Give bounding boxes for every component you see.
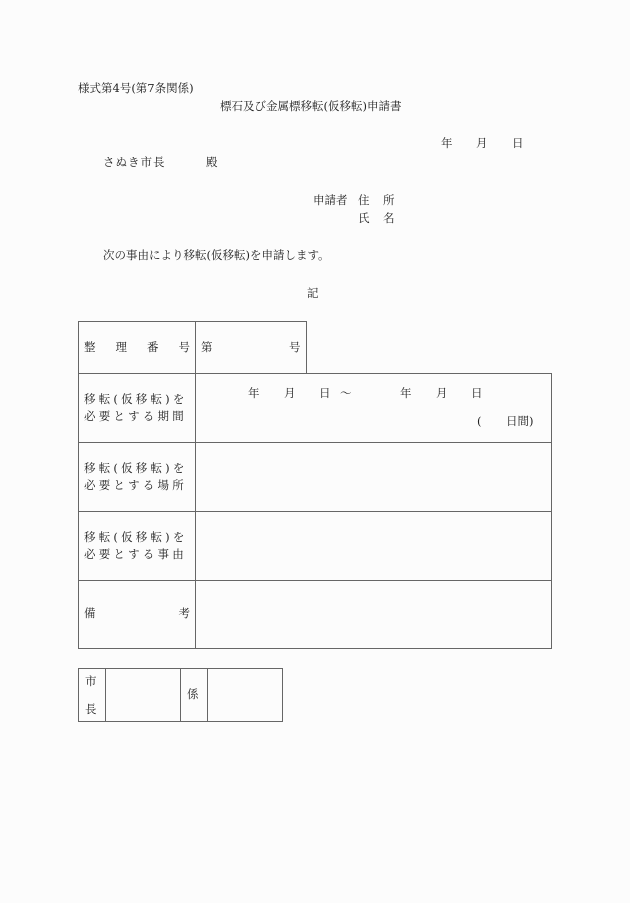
period-tilde: ～ (340, 386, 352, 400)
table-border (78, 321, 79, 649)
mayor-stamp-field[interactable] (106, 669, 180, 721)
table-border (78, 373, 552, 374)
location-field[interactable] (196, 443, 551, 511)
addressee-honorific: 殿 (206, 155, 218, 169)
date-year: 年 (441, 136, 453, 150)
page-title: 標石及び金属標移転(仮移転)申請書 (220, 99, 402, 113)
ref-number-label: 整 理 番 号 (84, 340, 190, 354)
period-from-month: 月 (284, 386, 296, 400)
date-month: 月 (476, 136, 488, 150)
period-days-open: ( (477, 414, 482, 428)
stamp-border (282, 668, 283, 722)
reason-field[interactable] (196, 512, 551, 580)
staff-stamp-field[interactable] (208, 669, 282, 721)
addressee-name: さぬき市長 (103, 155, 166, 169)
applicant-label: 申請者 (313, 193, 348, 207)
date-day: 日 (512, 136, 524, 150)
address-label-2: 所 (383, 193, 395, 207)
staff-label: 係 (187, 687, 199, 701)
table-border (306, 321, 307, 373)
period-label: 移転(仮移転)を 必要とする期間 (84, 392, 188, 423)
period-days-close: 日間) (506, 414, 534, 428)
mayor-label-2: 長 (85, 702, 97, 716)
body-text: 次の事由により移転(仮移転)を申請します。 (103, 248, 330, 262)
ki-label: 記 (307, 286, 319, 300)
table-border (78, 321, 307, 322)
address-label-1: 住 (358, 193, 370, 207)
ref-number-suffix: 号 (289, 340, 301, 354)
period-to-month: 月 (436, 386, 448, 400)
table-border (551, 373, 552, 649)
name-label-1: 氏 (358, 211, 370, 225)
table-border (78, 648, 552, 649)
remarks-field[interactable] (196, 581, 551, 648)
period-from-day: 日 (319, 386, 331, 400)
ref-number-prefix: 第 (201, 340, 213, 354)
period-from-year: 年 (248, 386, 260, 400)
period-to-day: 日 (471, 386, 483, 400)
stamp-border (78, 668, 79, 722)
remarks-label: 備 考 (84, 606, 190, 620)
mayor-label-1: 市 (85, 674, 97, 688)
name-label-2: 名 (383, 211, 395, 225)
location-label: 移転(仮移転)を 必要とする場所 (84, 461, 188, 492)
form-number: 様式第4号(第7条関係) (78, 81, 194, 95)
period-to-year: 年 (400, 386, 412, 400)
reason-label: 移転(仮移転)を 必要とする事由 (84, 530, 188, 561)
stamp-border (180, 668, 181, 722)
